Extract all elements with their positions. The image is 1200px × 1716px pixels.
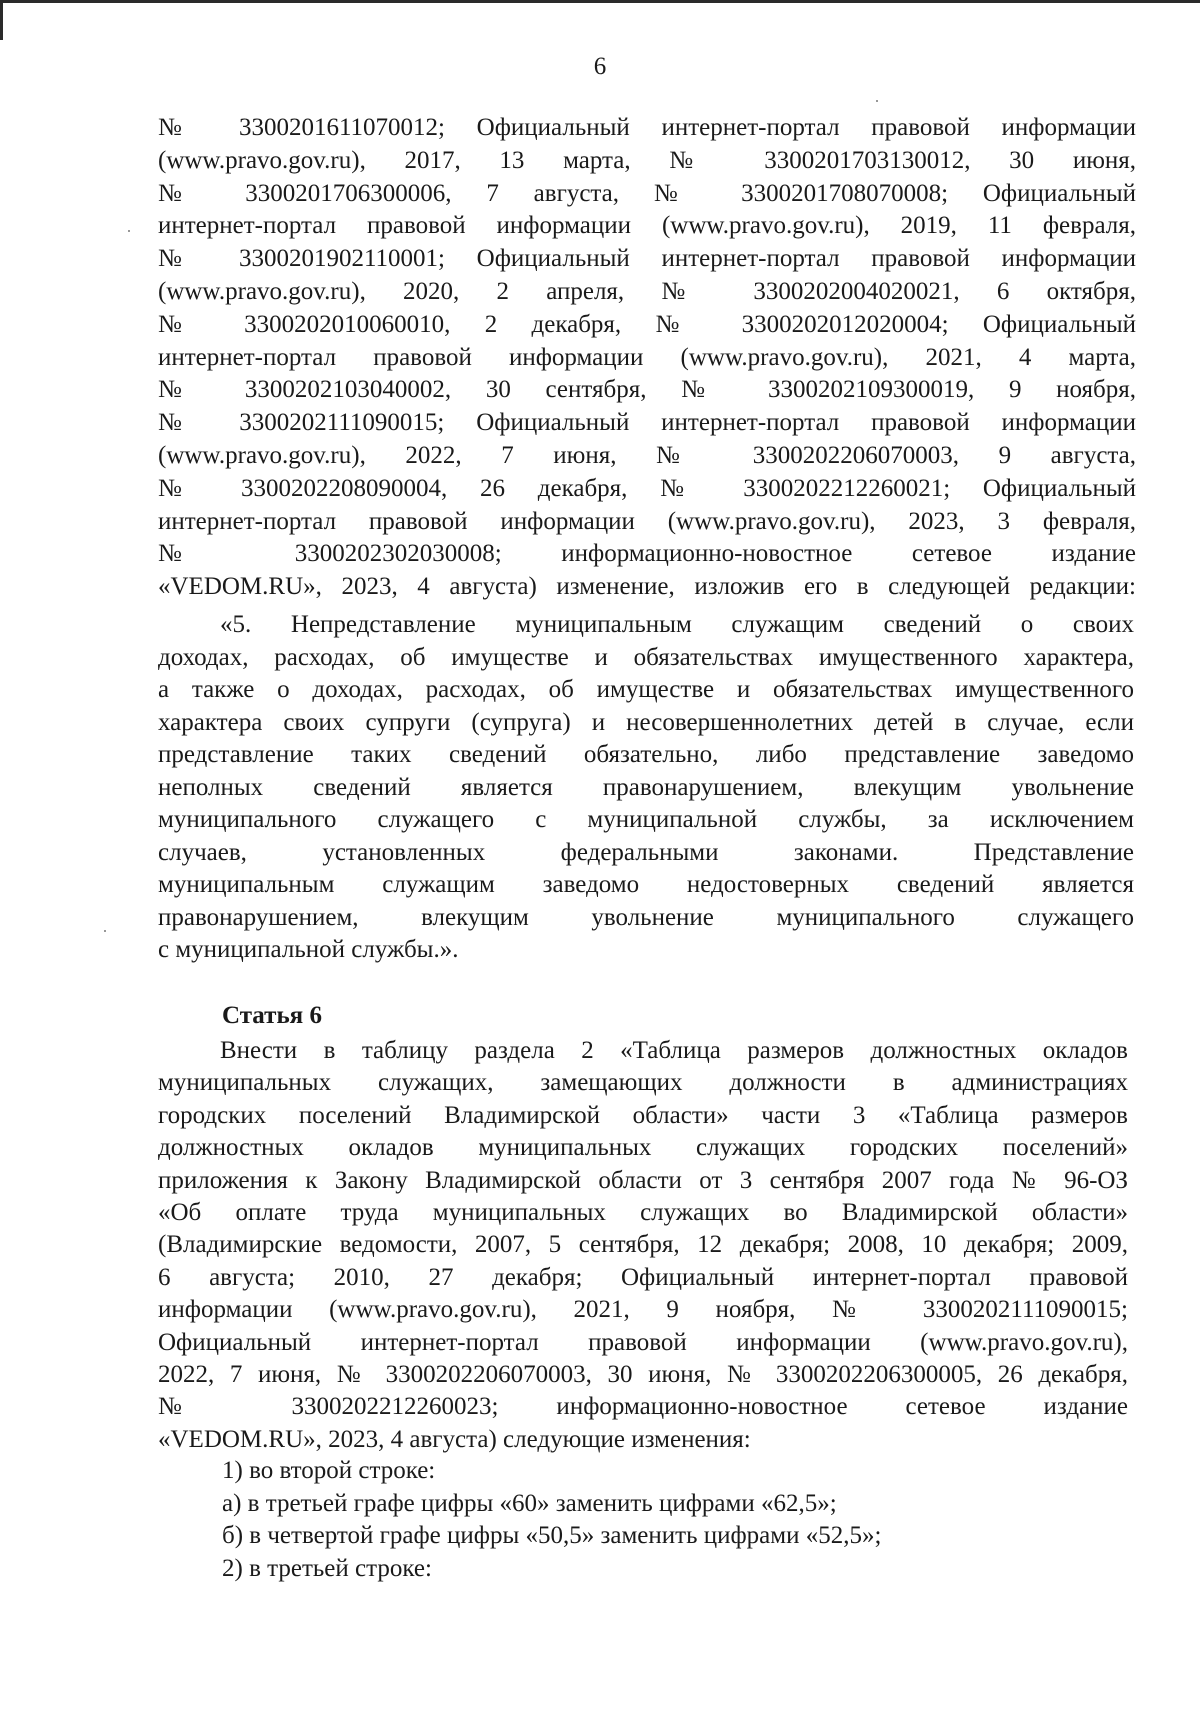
- scan-left-edge: [0, 0, 3, 40]
- paragraph-line: муниципальным служащим заведомо недостоверных сведений является: [158, 871, 1134, 898]
- paragraph-line: № 3300202111090015; Официальный интернет-портал правовой информации: [158, 409, 1136, 437]
- list-item: 2) в третьей строке:: [222, 1554, 432, 1582]
- paragraph-line: с муниципальной службы.».: [158, 936, 459, 963]
- paragraph-line: 6 августа; 2010, 27 декабря; Официальный интернет-портал правовой: [158, 1263, 1128, 1291]
- paragraph-line: муниципальных служащих, замещающих должности в администрациях: [158, 1069, 1128, 1097]
- page-number: 6: [593, 53, 607, 80]
- change-list: [222, 1455, 881, 1585]
- paragraph-line: информации (www.pravo.gov.ru), 2021, 9 ноября, № 3300202111090015;: [158, 1296, 1128, 1324]
- paragraph-line: Официальный интернет-портал правовой информации (www.pravo.gov.ru),: [158, 1328, 1128, 1356]
- paragraph-line: характера своих супруги (супруга) и несовершеннолетних детей в случае, если: [158, 708, 1134, 736]
- paragraph-line: № 3300202208090004, 26 декабря, № 3300202212260021; Официальный: [158, 474, 1136, 502]
- paragraph-line: № 3300201706300006, 7 августа, № 3300201708070008; Официальный: [158, 179, 1136, 207]
- paragraph-line: № 3300202302030008; информационно-новостное сетевое издание: [158, 540, 1136, 568]
- paragraph-line: 2022, 7 июня, № 3300202206070003, 30 июня, № 3300202206300005, 26 декабря,: [158, 1360, 1128, 1388]
- paragraph-line: № 3300201611070012; Официальный интернет-портал правовой информации: [158, 114, 1136, 141]
- list-item: а) в третьей графе цифры «60» заменить цифрами «62,5»;: [222, 1489, 837, 1517]
- paragraph-line: приложения к Закону Владимирской области от 3 сентября 2007 года № 96-ОЗ: [158, 1166, 1128, 1194]
- paragraph-line: «5. Непредставление муниципальным служащим сведений о своих: [220, 611, 1134, 638]
- scan-speck: [128, 230, 130, 232]
- paragraph-line: доходах, расходах, об имуществе и обязательствах имущественного характера,: [158, 643, 1134, 671]
- paragraph-line: «Об оплате труда муниципальных служащих во Владимирской области»: [158, 1198, 1128, 1226]
- new-wording-paragraph: [158, 609, 1134, 967]
- paragraph-line: а также о доходах, расходах, об имуществе и обязательствах имущественного: [158, 676, 1134, 703]
- paragraph-line: № 3300202010060010, 2 декабря, № 3300202012020004; Официальный: [158, 310, 1136, 338]
- paragraph-line: (www.pravo.gov.ru), 2022, 7 июня, № 3300202206070003, 9 августа,: [158, 441, 1136, 469]
- paragraph-line: неполных сведений является правонарушением, влекущим увольнение: [158, 773, 1134, 801]
- paragraph-line: «VEDOM.RU», 2023, 4 августа) следующие изменения:: [158, 1425, 751, 1453]
- list-item: б) в четвертой графе цифры «50,5» заменить цифрами «52,5»;: [222, 1522, 882, 1549]
- paragraph-line: правонарушением, влекущим увольнение муниципального служащего: [158, 903, 1134, 931]
- article-heading: Статья 6: [222, 1002, 322, 1029]
- paragraph-line: Внести в таблицу раздела 2 «Таблица размеров должностных окладов: [220, 1037, 1128, 1064]
- paragraph-line: (Владимирские ведомости, 2007, 5 сентября, 12 декабря; 2008, 10 декабря; 2009,: [158, 1231, 1128, 1259]
- paragraph-line: должностных окладов муниципальных служащих городских поселений»: [158, 1134, 1128, 1162]
- paragraph-line: интернет-портал правовой информации (www.pravo.gov.ru), 2021, 4 марта,: [158, 343, 1136, 371]
- paragraph-line: «VEDOM.RU», 2023, 4 августа) изменение, изложив его в следующей редакции:: [158, 573, 1136, 601]
- paragraph-line: случаев, установленных федеральными законами. Представление: [158, 838, 1134, 866]
- scan-speck: [876, 100, 878, 102]
- scan-top-edge: [0, 0, 1200, 3]
- amendment-paragraph: [158, 112, 1136, 604]
- paragraph-line: (www.pravo.gov.ru), 2020, 2 апреля, № 3300202004020021, 6 октября,: [158, 277, 1136, 305]
- scan-speck: [104, 930, 106, 932]
- paragraph-line: (www.pravo.gov.ru), 2017, 13 марта, № 3300201703130012, 30 июня,: [158, 146, 1136, 174]
- paragraph-line: муниципального служащего с муниципальной службы, за исключением: [158, 806, 1134, 833]
- paragraph-line: № 3300202212260023; информационно-новостное сетевое издание: [158, 1393, 1128, 1421]
- article-paragraph: [158, 1035, 1128, 1456]
- paragraph-line: городских поселений Владимирской области» части 3 «Таблица размеров: [158, 1101, 1128, 1129]
- paragraph-line: интернет-портал правовой информации (www.pravo.gov.ru), 2019, 11 февраля,: [158, 212, 1136, 240]
- list-item: 1) во второй строке:: [222, 1457, 436, 1484]
- paragraph-line: № 3300201902110001; Официальный интернет-портал правовой информации: [158, 245, 1136, 273]
- paragraph-line: представление таких сведений обязательно, либо представление заведомо: [158, 741, 1134, 768]
- paragraph-line: № 3300202103040002, 30 сентября, № 3300202109300019, 9 ноября,: [158, 376, 1136, 404]
- paragraph-line: интернет-портал правовой информации (www.pravo.gov.ru), 2023, 3 февраля,: [158, 507, 1136, 535]
